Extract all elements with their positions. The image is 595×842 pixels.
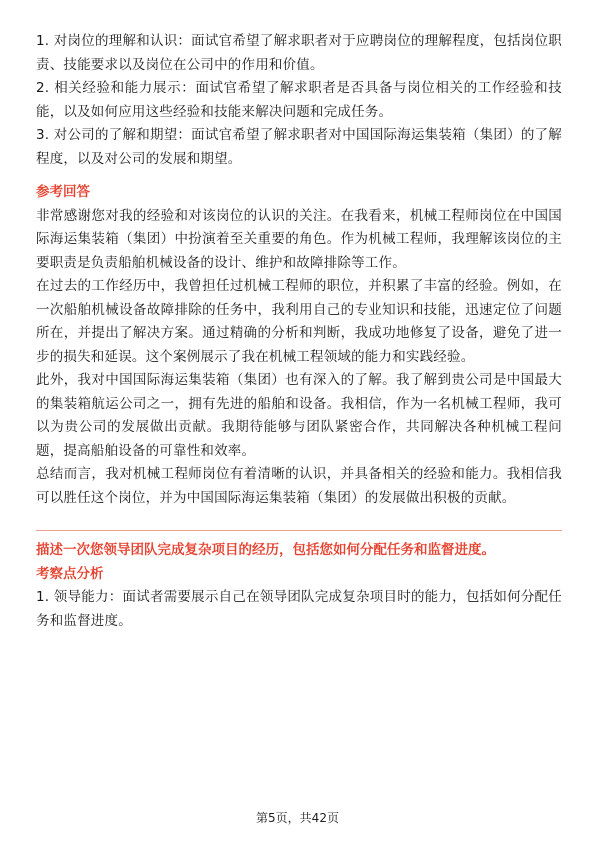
- intro-point: 2. 相关经验和能力展示：面试官希望了解求职者是否具备与岗位相关的工作经验和技能，以及如何应用这些经验和技能来解决问题和完成任务。: [36, 80, 562, 120]
- answer-paragraph: 非常感谢您对我的经验和对该岗位的认识的关注。在我看来，机械工程师岗位在中国国际海运集装箱（集团）中扮演着至关重要的角色。作为机械工程师，我理解该岗位的主要职责是负责船舶机械设备的设计、维护和故障排除等工作。: [36, 207, 562, 271]
- document-body: [36, 30, 562, 633]
- analysis-heading: 考察点分析: [36, 565, 104, 582]
- reference-answer-heading: 参考回答: [36, 184, 90, 200]
- answer-paragraph: 此外，我对中国国际海运集装箱（集团）也有深入的了解。我了解到贵公司是中国最大的集装箱航运公司之一，拥有先进的船舶和设备。我相信，作为一名机械工程师，我可以为贵公司的发展做出贡献。我期待能够与团队紧密合作，共同解决各种机械工程问题，提高船舶设备的可靠性和效率。: [36, 372, 562, 459]
- page-footer: 第5页，共42页: [256, 811, 339, 825]
- next-question: 描述一次您领导团队完成复杂项目的经历，包括您如何分配任务和监督进度。: [36, 542, 495, 558]
- analysis-point: 1. 领导能力：面试者需要展示自己在领导团队完成复杂项目时的能力，包括如何分配任务和监督进度。: [36, 589, 562, 629]
- intro-point: 3. 对公司的了解和期望：面试官希望了解求职者对中国国际海运集装箱（集团）的了解程度，以及对公司的发展和期望。: [36, 127, 562, 167]
- answer-paragraph: 在过去的工作经历中，我曾担任过机械工程师的职位，并积累了丰富的经验。例如，在一次船舶机械设备故障排除的任务中，我利用自己的专业知识和技能，迅速定位了问题所在，并提出了解决方案。通过精确的分析和判断，我成功地修复了设备，避免了进一步的损失和延误。这个案例展示了我在机械工程领域的能力和实践经验。: [36, 278, 562, 365]
- answer-paragraph: 总结而言，我对机械工程师岗位有着清晰的认识，并具备相关的经验和能力。我相信我可以胜任这个岗位，并为中国国际海运集装箱（集团）的发展做出积极的贡献。: [36, 466, 562, 506]
- intro-point: 1. 对岗位的理解和认识：面试官希望了解求职者对于应聘岗位的理解程度，包括岗位职责、技能要求以及岗位在公司中的作用和价值。: [36, 33, 562, 73]
- section-divider: [36, 530, 562, 531]
